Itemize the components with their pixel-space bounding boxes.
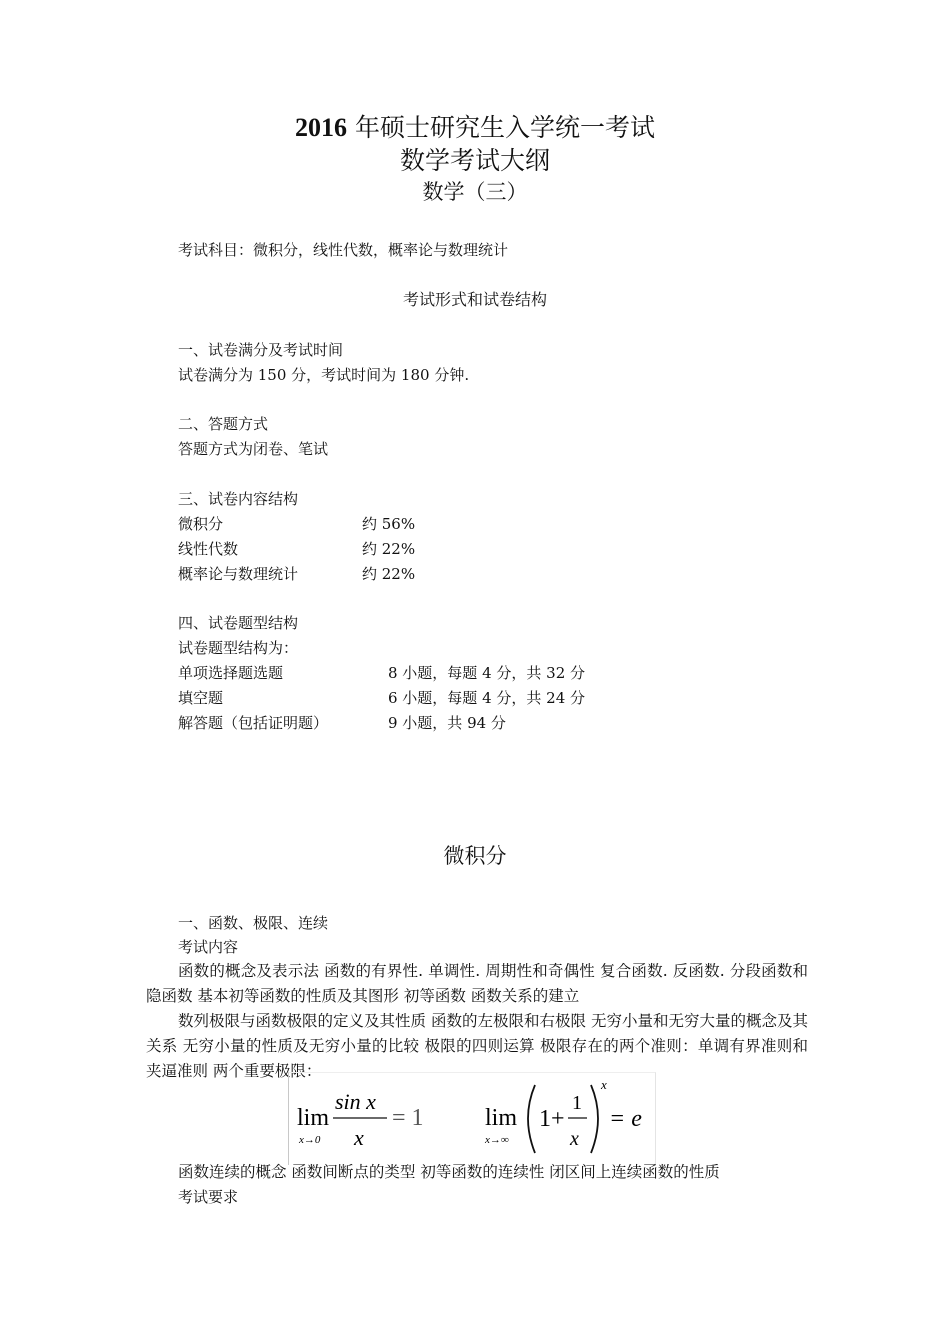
section4-row-value: 6 小题，每题 4 分，共 24 分 (388, 689, 586, 707)
chapter1-title: 一、函数、极限、连续 (178, 914, 329, 932)
section4-row-name: 解答题（包括证明题） (178, 714, 329, 732)
limits-formula (288, 1072, 656, 1165)
equals-e: = e (609, 1106, 642, 1132)
section2-text: 答题方式为闭卷、笔试 (178, 440, 329, 458)
exam-requirements-label: 考试要求 (178, 1188, 239, 1206)
section3-title: 三、试卷内容结构 (178, 490, 299, 508)
document-subject-title: 数学（三） (422, 180, 528, 204)
content-paragraph-1: 函数的概念及表示法 函数的有界性. 单调性. 周期性和奇偶性 复合函数. 反函数. 分段函数和隐函数 基本初等函数的性质及其图形 初等函数 函数关系的建立 (146, 962, 808, 1005)
one-plus: 1+ (539, 1106, 565, 1132)
denominator-x: x (354, 1125, 364, 1150)
lim-symbol: lim (297, 1105, 330, 1131)
sin-x: sin x (335, 1089, 376, 1114)
title-line1: 年硕士研究生入学统一考试 (354, 113, 655, 142)
section3-row-value: 约 22% (362, 565, 416, 583)
exam-form-title: 考试形式和试卷结构 (402, 290, 547, 309)
content-paragraph-2: 数列极限与函数极限的定义及其性质 函数的左极限和右极限 无穷小量和无穷大量的概念及其关系 无穷小量的性质及无穷小量的比较 极限的四则运算 极限存在的两个准则：单调有界准则和夹逼准则 两个重要极限： (146, 1012, 808, 1080)
equals-one: = 1 (392, 1105, 424, 1131)
section3-row-name: 微积分 (178, 515, 224, 533)
section1-text: 试卷满分为 150 分，考试时间为 180 分钟. (178, 366, 470, 384)
limits-formula-svg (289, 1073, 655, 1165)
section4-intro: 试卷题型结构为： (178, 639, 299, 657)
exponent-x: x (601, 1077, 607, 1092)
document-title (0, 108, 950, 144)
content-paragraph-3: 函数连续的概念 函数间断点的类型 初等函数的连续性 闭区间上连续函数的性质 (178, 1163, 720, 1181)
section4-row-name: 填空题 (178, 689, 224, 707)
lim-sub-2: x→∞ (485, 1134, 509, 1146)
denominator-x2: x (570, 1128, 579, 1150)
exam-content-label: 考试内容 (178, 938, 239, 956)
section3-row-value: 约 56% (362, 515, 416, 533)
lim-sub-1: x→0 (299, 1134, 321, 1146)
right-paren (591, 1085, 598, 1153)
exam-subjects: 考试科目：微积分，线性代数，概率论与数理统计 (178, 241, 509, 259)
document-subtitle: 数学考试大纲 (399, 146, 550, 175)
calculus-title: 微积分 (443, 844, 507, 868)
section1-title: 一、试卷满分及考试时间 (178, 341, 344, 359)
section3-row-value: 约 22% (362, 540, 416, 558)
numerator-one: 1 (572, 1092, 582, 1114)
left-paren (528, 1085, 535, 1153)
section4-title: 四、试卷题型结构 (178, 614, 299, 632)
section4-row-name: 单项选择题选题 (178, 664, 284, 682)
section2-title: 二、答题方式 (178, 415, 269, 433)
section4-row-value: 9 小题，共 94 分 (388, 714, 506, 732)
section3-row-name: 概率论与数理统计 (178, 565, 299, 583)
lim-symbol: lim (485, 1105, 518, 1131)
title-year: 2016 (294, 113, 347, 142)
section4-row-value: 8 小题，每题 4 分，共 32 分 (388, 664, 586, 682)
section3-row-name: 线性代数 (178, 540, 239, 558)
